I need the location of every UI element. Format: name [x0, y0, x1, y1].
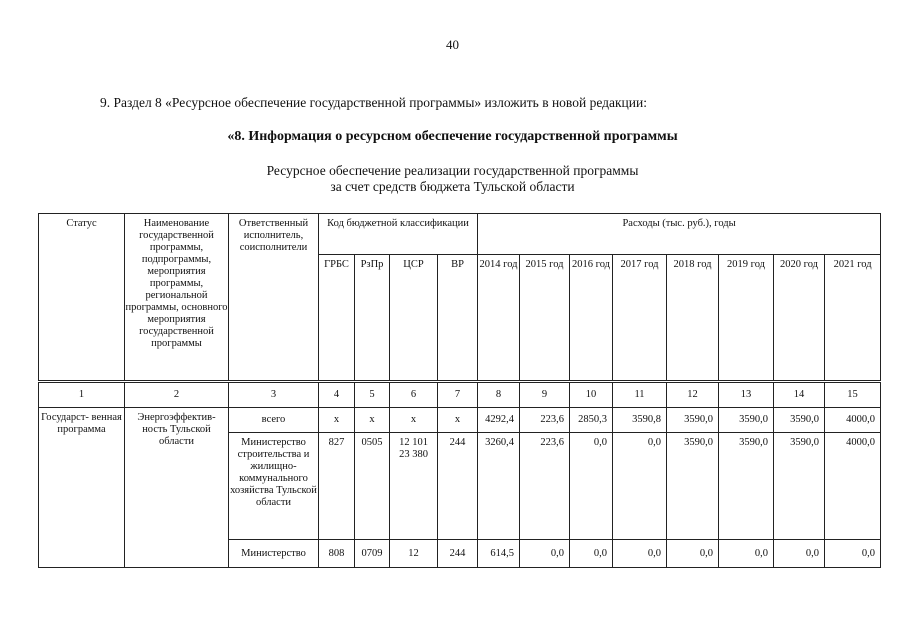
amount-cell: 4000,0 — [825, 408, 881, 433]
csr-cell: 12 101 23 380 — [390, 433, 438, 540]
column-number: 11 — [613, 383, 667, 408]
column-number: 9 — [520, 383, 570, 408]
header-name: Наименование государственной программы, подпрограммы, мероприятия программы, региональной программы, основного мероприятия государственной программы — [125, 214, 229, 381]
amount-cell: 3590,8 — [613, 408, 667, 433]
table-row — [39, 408, 881, 433]
column-number: 12 — [667, 383, 719, 408]
header-grbs: ГРБС — [319, 255, 355, 381]
subtitle-line-1: Ресурсное обеспечение реализации государственной программы — [266, 163, 639, 178]
amount-cell: 0,0 — [825, 540, 881, 568]
header-csr: ЦСР — [390, 255, 438, 381]
column-number: 2 — [125, 383, 229, 408]
header-year: 2014 год — [478, 255, 520, 381]
header-status: Статус — [39, 214, 125, 381]
header-year: 2016 год — [570, 255, 613, 381]
column-number: 5 — [355, 383, 390, 408]
header-year: 2021 год — [825, 255, 881, 381]
header-year: 2015 год — [520, 255, 570, 381]
amount-cell: 223,6 — [520, 433, 570, 540]
header-expenses: Расходы (тыс. руб.), годы — [478, 214, 881, 255]
subtitle-line-2: за счет средств бюджета Тульской области — [330, 179, 575, 194]
program-name-cell: Энергоэффектив- ность Тульской области — [125, 408, 229, 568]
responsible-cell: Министерство строительства и жилищно- коммунального хозяйства Тульской области — [229, 433, 319, 540]
amount-cell: 0,0 — [613, 540, 667, 568]
grbs-cell: х — [319, 408, 355, 433]
csr-cell: 12 — [390, 540, 438, 568]
amount-cell: 0,0 — [613, 433, 667, 540]
status-cell: Государст- венная программа — [39, 408, 125, 568]
column-number: 8 — [478, 383, 520, 408]
column-number: 13 — [719, 383, 774, 408]
rzpr-cell: 0709 — [355, 540, 390, 568]
column-number: 1 — [39, 383, 125, 408]
column-number: 3 — [229, 383, 319, 408]
amount-cell: 0,0 — [774, 540, 825, 568]
amount-cell: 0,0 — [520, 540, 570, 568]
header-responsible: Ответственный исполнитель, соисполнители — [229, 214, 319, 381]
resource-table-header — [38, 213, 881, 381]
amount-cell: 3590,0 — [667, 433, 719, 540]
amount-cell: 4000,0 — [825, 433, 881, 540]
amount-cell: 3590,0 — [719, 433, 774, 540]
amount-cell: 3590,0 — [667, 408, 719, 433]
column-number: 14 — [774, 383, 825, 408]
rzpr-cell: х — [355, 408, 390, 433]
amount-cell: 2850,3 — [570, 408, 613, 433]
amount-cell: 0,0 — [719, 540, 774, 568]
grbs-cell: 827 — [319, 433, 355, 540]
vr-cell: 244 — [438, 433, 478, 540]
header-year: 2018 год — [667, 255, 719, 381]
header-rzpr: РзПр — [355, 255, 390, 381]
header-year: 2019 год — [719, 255, 774, 381]
page-number: 40 — [446, 37, 459, 52]
column-number: 10 — [570, 383, 613, 408]
header-year: 2017 год — [613, 255, 667, 381]
csr-cell: х — [390, 408, 438, 433]
column-number: 6 — [390, 383, 438, 408]
header-budget-code: Код бюджетной классификации — [319, 214, 478, 255]
amount-cell: 3590,0 — [774, 408, 825, 433]
responsible-cell: Министерство — [229, 540, 319, 568]
rzpr-cell: 0505 — [355, 433, 390, 540]
vr-cell: 244 — [438, 540, 478, 568]
subtitle — [0, 163, 905, 195]
amount-cell: 0,0 — [667, 540, 719, 568]
header-vr: ВР — [438, 255, 478, 381]
column-number: 4 — [319, 383, 355, 408]
grbs-cell: 808 — [319, 540, 355, 568]
amount-cell: 223,6 — [520, 408, 570, 433]
column-number-row — [39, 383, 881, 408]
vr-cell: х — [438, 408, 478, 433]
section-title: «8. Информация о ресурсном обеспечение государственной программы — [227, 129, 678, 144]
amount-cell: 3590,0 — [774, 433, 825, 540]
amount-cell: 0,0 — [570, 540, 613, 568]
resource-table-body — [38, 382, 881, 568]
amount-cell: 3590,0 — [719, 408, 774, 433]
header-year: 2020 год — [774, 255, 825, 381]
amount-cell: 3260,4 — [478, 433, 520, 540]
instruction-text: 9. Раздел 8 «Ресурсное обеспечение государственной программы» изложить в новой редакции: — [100, 95, 647, 110]
amount-cell: 0,0 — [570, 433, 613, 540]
amount-cell: 4292,4 — [478, 408, 520, 433]
column-number: 7 — [438, 383, 478, 408]
column-number: 15 — [825, 383, 881, 408]
responsible-cell: всего — [229, 408, 319, 433]
amount-cell: 614,5 — [478, 540, 520, 568]
